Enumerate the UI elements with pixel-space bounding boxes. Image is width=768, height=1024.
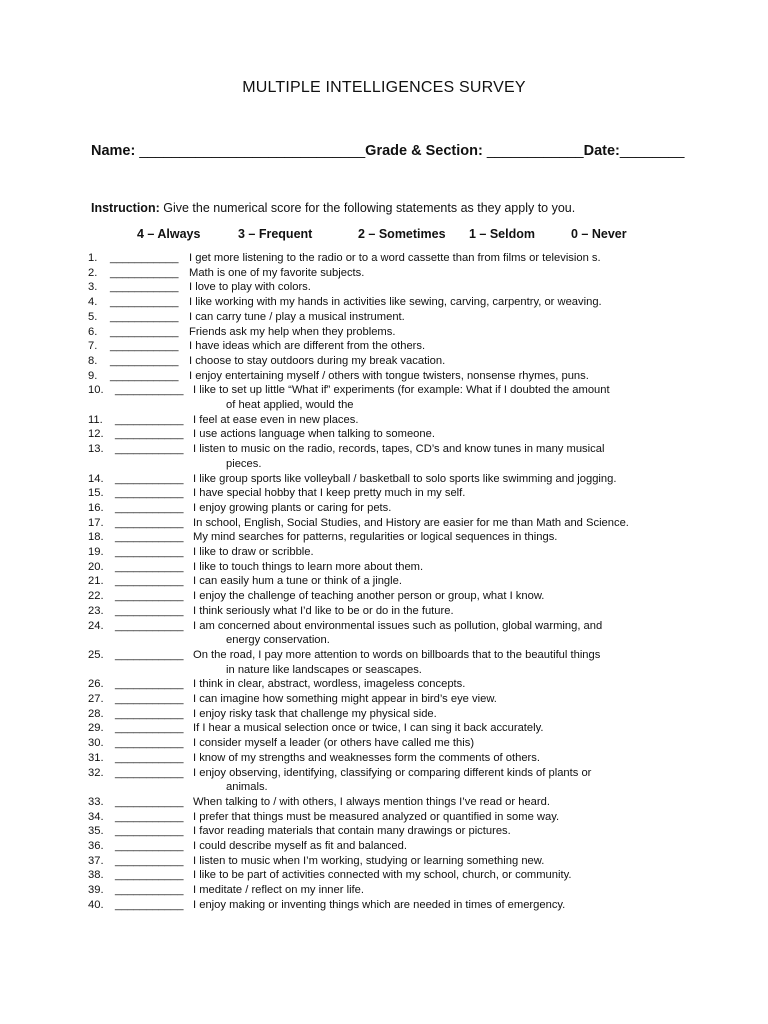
item-number: 12. [88,428,104,441]
item-statement: I listen to music on the radio, records, tapes, CD’s and know tunes in many musical [193,443,605,456]
score-blank[interactable]: ___________ [115,854,184,867]
item-number: 23. [88,604,104,617]
score-blank[interactable]: ___________ [115,604,184,617]
item-statement: I enjoy the challenge of teaching another person or group, what I know. [193,590,545,603]
score-blank[interactable]: ___________ [115,722,184,735]
score-blank[interactable]: ___________ [110,310,179,323]
score-blank[interactable]: ___________ [115,575,184,588]
score-blank[interactable]: ___________ [115,678,184,691]
scale-frequent: 3 – Frequent [238,227,313,241]
item-number: 8. [88,354,98,367]
item-statement: I favor reading materials that contain many drawings or pictures. [193,825,511,838]
item-number: 35. [88,825,104,838]
item-statement: I like to set up little “What if” experiments (for example: What if I doubted the amount [193,384,610,397]
item-statement: I enjoy making or inventing things which are needed in times of emergency. [193,898,566,911]
item-number: 22. [88,590,104,603]
item-number: 26. [88,678,104,691]
item-statement: I like to draw or scribble. [193,546,314,558]
name-label: Name: [91,143,136,159]
item-number: 34. [88,810,104,823]
item-number: 1. [88,252,98,264]
item-statement: I know of my strengths and weaknesses form the comments of others. [193,751,540,764]
item-statement: I enjoy growing plants or caring for pets. [193,501,392,514]
score-blank[interactable]: ___________ [110,340,179,353]
score-blank[interactable]: ___________ [110,296,179,309]
item-number: 24. [88,619,104,632]
scale-never: 0 – Never [571,227,627,241]
item-statement: I have special hobby that I keep pretty much in my self. [193,487,466,500]
item-statement: I feel at ease even in new places. [193,413,359,426]
item-statement: I enjoy observing, identifying, classifying or comparing different kinds of plants or [193,766,592,779]
score-blank[interactable]: ___________ [115,810,184,823]
item-number: 40. [88,898,104,911]
page-title: MULTIPLE INTELLIGENCES SURVEY [242,79,526,96]
item-statement-continuation: energy conservation. [226,634,330,647]
score-blank[interactable]: ___________ [115,516,184,529]
item-statement: I can carry tune / play a musical instrument. [189,310,405,323]
item-statement: My mind searches for patterns, regularities or logical sequences in things. [193,531,558,544]
score-blank[interactable]: ___________ [115,531,184,544]
score-blank[interactable]: ___________ [115,751,184,764]
item-number: 16. [88,501,104,514]
item-statement: I like to touch things to learn more about them. [193,560,424,573]
date-field[interactable]: ________ [619,143,685,159]
item-statement: When talking to / with others, I always mention things I’ve read or heard. [193,795,550,808]
scale-sometimes: 2 – Sometimes [358,227,446,241]
score-blank[interactable]: ___________ [115,766,184,779]
item-statement: I meditate / reflect on my inner life. [193,884,364,897]
score-blank[interactable]: ___________ [115,619,184,632]
score-blank[interactable]: ___________ [115,707,184,720]
item-statement-continuation: pieces. [226,457,262,470]
score-blank[interactable]: ___________ [115,413,184,426]
item-statement-continuation: in nature like landscapes or seascapes. [226,663,422,676]
item-number: 7. [88,340,98,353]
score-blank[interactable]: ___________ [115,487,184,500]
item-statement-continuation: of heat applied, would the [226,398,354,411]
item-number: 3. [88,281,98,294]
score-blank[interactable]: ___________ [115,898,184,911]
item-number: 6. [88,325,98,338]
item-number: 14. [88,472,104,485]
item-number: 32. [88,766,104,779]
item-number: 5. [88,310,98,323]
item-number: 37. [88,854,104,867]
score-blank[interactable]: ___________ [115,560,184,573]
grade-section-field[interactable]: ____________ [486,143,584,159]
item-number: 2. [88,266,98,279]
score-blank[interactable]: ___________ [115,869,184,882]
item-number: 31. [88,751,104,764]
item-statement: Friends ask my help when they problems. [189,325,396,338]
item-statement: Math is one of my favorite subjects. [189,266,365,279]
score-blank[interactable]: ___________ [110,354,179,367]
item-number: 10. [88,384,104,397]
grade-section-label: Grade & Section: [365,143,483,159]
item-statement: I can easily hum a tune or think of a jingle. [193,575,402,588]
instruction-text: Give the numerical score for the following statements as they apply to you. [159,201,576,215]
item-number: 4. [88,296,98,309]
name-field[interactable]: ____________________________ [139,143,366,159]
item-number: 21. [88,575,104,588]
item-statement: I use actions language when talking to someone. [193,428,435,441]
item-number: 9. [88,369,98,382]
score-blank[interactable]: ___________ [115,443,184,456]
score-blank[interactable]: ___________ [115,884,184,897]
item-number: 27. [88,693,104,705]
item-statement: On the road, I pay more attention to words on billboards that to the beautiful things [193,648,601,661]
score-blank[interactable]: ___________ [115,693,184,705]
score-blank[interactable]: ___________ [115,428,184,441]
date-label: Date: [583,143,620,159]
item-number: 20. [88,560,104,573]
score-blank[interactable]: ___________ [115,840,184,852]
item-statement: I have ideas which are different from the others. [189,340,426,353]
item-statement: I enjoy risky task that challenge my physical side. [193,707,437,720]
item-statement: I consider myself a leader (or others have called me this) [193,737,475,750]
item-statement: I love to play with colors. [189,281,311,294]
item-statement: I like group sports like volleyball / basketball to solo sports like swimming and jogging. [193,472,617,485]
item-statement: I think seriously what I’d like to be or do in the future. [193,604,454,617]
item-number: 25. [88,648,104,661]
item-statement: I get more listening to the radio or to a word cassette than from films or television s. [189,252,601,264]
item-number: 19. [88,546,104,558]
item-statement: I like working with my hands in activities like sewing, carving, carpentry, or weaving. [189,296,602,309]
item-statement: I listen to music when I’m working, studying or learning something new. [193,854,545,867]
item-number: 33. [88,795,104,808]
item-statement: I can imagine how something might appear in bird’s eye view. [193,693,497,705]
item-number: 36. [88,840,104,852]
item-number: 15. [88,487,104,500]
item-number: 30. [88,737,104,750]
instruction [91,201,731,215]
item-number: 13. [88,443,104,456]
item-statement: I could describe myself as fit and balanced. [193,840,407,852]
item-statement-continuation: animals. [226,781,268,794]
scale-seldom: 1 – Seldom [469,227,535,241]
item-statement: I choose to stay outdoors during my break vacation. [189,354,446,367]
score-blank[interactable]: ___________ [110,369,179,382]
score-blank[interactable]: ___________ [110,252,179,264]
score-blank[interactable]: ___________ [115,384,184,397]
score-blank[interactable]: ___________ [115,825,184,838]
score-blank[interactable]: ___________ [110,266,179,279]
score-blank[interactable]: ___________ [115,472,184,485]
score-blank[interactable]: ___________ [115,795,184,808]
item-number: 39. [88,884,104,897]
score-blank[interactable]: ___________ [110,325,179,338]
item-number: 11. [88,413,103,426]
item-statement: I prefer that things must be measured analyzed or quantified in some way. [193,810,560,823]
item-statement: If I hear a musical selection once or twice, I can sing it back accurately. [193,722,544,735]
item-statement: I enjoy entertaining myself / others with tongue twisters, nonsense rhymes, puns. [189,369,589,382]
item-statement: In school, English, Social Studies, and History are easier for me than Math and Science. [193,516,629,529]
item-statement: I am concerned about environmental issues such as pollution, global warming, and [193,619,603,632]
item-statement: I like to be part of activities connected with my school, church, or community. [193,869,572,882]
item-number: 17. [88,516,104,529]
score-blank[interactable]: ___________ [115,546,184,558]
item-number: 28. [88,707,104,720]
item-statement: I think in clear, abstract, wordless, imageless concepts. [193,678,466,691]
item-number: 38. [88,869,104,882]
item-number: 18. [88,531,104,544]
instruction-label: Instruction: [91,201,160,215]
score-blank[interactable]: ___________ [115,648,184,661]
score-blank[interactable]: ___________ [115,737,184,750]
score-blank[interactable]: ___________ [110,281,179,294]
student-info-fields [91,143,731,159]
score-blank[interactable]: ___________ [115,501,184,514]
score-blank[interactable]: ___________ [115,590,184,603]
item-number: 29. [88,722,104,735]
scale-always: 4 – Always [137,227,201,241]
